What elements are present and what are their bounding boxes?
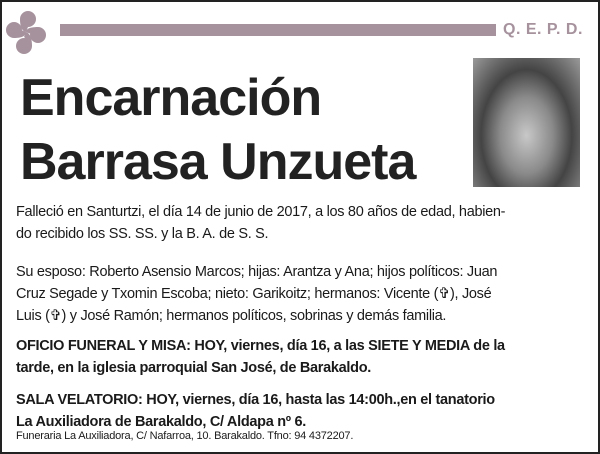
intro-paragraph <box>16 201 505 245</box>
text-line: Falleció en Santurtzi, el día 14 de junio de 2017, a los 80 años de edad, habien- <box>16 204 506 220</box>
funeral-home-footer: Funeraria La Auxiliadora, C/ Nafarroa, 10. Barakaldo. Tfno: 94 4372207. <box>16 430 354 442</box>
wake-paragraph <box>16 389 495 433</box>
text-line: La Auxiliadora de Barakaldo, C/ Aldapa nº 6. <box>16 414 306 430</box>
header-bar <box>60 24 496 36</box>
text-line: do recibido los SS. SS. y la B. A. de S. S. <box>16 226 269 242</box>
qepd-label: Q. E. P. D. <box>503 21 583 38</box>
text-line: OFICIO FUNERAL Y MISA: HOY, viernes, día 16, a las SIETE Y MEDIA de la <box>16 338 505 354</box>
family-paragraph <box>16 261 497 327</box>
funeral-paragraph <box>16 335 505 379</box>
text-line: Su esposo: Roberto Asensio Marcos; hijas: Arantza y Ana; hijos políticos: Juan <box>16 264 498 280</box>
deceased-first-name: Encarnación <box>20 69 322 127</box>
deceased-surnames: Barrasa Unzueta <box>20 133 416 191</box>
text-line: Luis (✞) y José Ramón; hermanos políticos, sobrinas y demás familia. <box>16 308 447 324</box>
text-line: Cruz Segade y Txomin Escoba; nieto: Garikoitz; hermanos: Vicente (✞), José <box>16 286 492 302</box>
text-line: SALA VELATORIO: HOY, viernes, día 16, hasta las 14:00h.,en el tanatorio <box>16 392 495 408</box>
lauburu-icon <box>4 9 48 55</box>
portrait-photo <box>473 58 580 187</box>
text-line: tarde, en la iglesia parroquial San José, de Barakaldo. <box>16 360 371 376</box>
